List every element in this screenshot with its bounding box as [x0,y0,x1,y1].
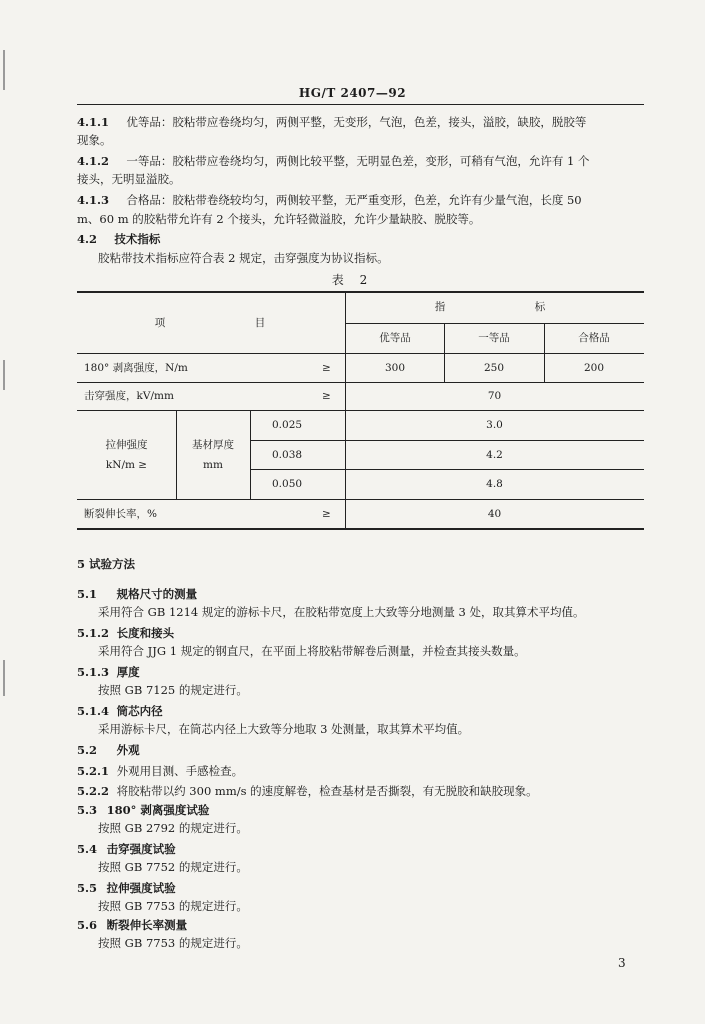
clause-text: 按照 GB 7753 的规定进行。 [98,899,248,913]
sub-label-thickness: 基材厚度 [192,439,234,451]
row-label-tensile: 拉伸强度 [105,439,148,451]
clause-number: 5.2.1 [77,764,110,778]
ge-symbol: ≥ [322,362,331,374]
scan-edge-mark [3,50,5,90]
thickness-value: 0.050 [272,478,303,490]
row-label-peel: 180° 剥离强度，N/m [84,362,188,374]
clause-title: 180° 剥离强度试验 [106,803,210,817]
clause-5-3 [77,802,209,818]
row-label-breakdown: 击穿强度，kV/mm [84,390,174,402]
clause-text: 优等品：胶粘带应卷绕均匀，两侧平整，无变形，气泡，色差，接头，溢胶，缺胶，脱胶等 [126,115,587,129]
clause-text: 按照 GB 7125 的规定进行。 [98,683,248,697]
clause-number: 5.2.2 [77,784,110,798]
clause-text: 采用游标卡尺，在筒芯内径上大致等分地取 3 处测量，取其算术平均值。 [98,722,470,736]
clause-number: 5.4 [77,842,98,856]
clause-text: 采用符合 GB 1214 规定的游标卡尺，在胶粘带宽度上大致等分地测量 3 处，取其算术平均值。 [98,605,585,619]
standard-code-header: HG/T 2407—92 [298,86,407,100]
clause-text: 采用符合 JJG 1 规定的钢直尺，在平面上将胶粘带解卷后测量，并检查其接头数量。 [98,644,526,658]
page-number: 3 [618,956,626,970]
clause-5-2 [77,742,140,758]
clause-text: 按照 GB 2792 的规定进行。 [98,821,248,835]
cell-breakdown: 70 [487,390,502,402]
clause-title: 长度和接头 [116,626,175,640]
clause-5-4 [77,841,176,857]
clause-5-2-1 [77,763,243,779]
header-grade-1: 优等品 [379,332,411,344]
clause-4-2 [77,231,160,247]
header-index: 标 [534,301,546,313]
clause-number: 5.3 [77,803,98,817]
header-rule [77,104,644,105]
clause-number: 5.1.2 [77,626,110,640]
clause-5-1 [77,586,197,602]
header-item: 目 [254,317,266,329]
clause-title: 拉伸强度试验 [106,881,176,895]
clause-title: 断裂伸长率测量 [106,918,188,932]
header-index: 指 [434,301,446,313]
clause-5-6 [77,917,187,933]
thickness-value: 0.038 [272,449,303,461]
header-grade-2: 一等品 [478,332,510,344]
cell-tensile-value: 4.8 [486,478,503,490]
clause-title: 厚度 [116,665,140,679]
clause-4-1-3 [77,192,582,208]
clause-text: 合格品：胶粘带卷绕较均匀，两侧较平整，无严重变形，色差，允许有少量气泡，长度 50 [126,193,582,207]
scan-edge-mark [3,360,5,390]
clause-number: 5.6 [77,918,98,932]
clause-4-1-1 [77,114,586,130]
section-5-title: 5 试验方法 [77,557,136,571]
ge-symbol: ≥ [322,508,331,520]
thickness-value: 0.025 [272,419,303,431]
row-label-elongation: 断裂伸长率，% [84,508,157,520]
clause-text: 将胶粘带以约 300 mm/s 的速度解卷，检查基材是否撕裂，有无脱胶和缺胶现象。 [116,784,538,798]
clause-title: 规格尺寸的测量 [116,587,198,601]
clause-text-cont: 现象。 [77,133,112,147]
clause-text: 外观用目测、手感检查。 [116,764,244,778]
row-label-tensile-unit: kN/m ≥ [105,459,148,471]
header-grade-3: 合格品 [578,332,610,344]
clause-text-cont: m、60 m 的胶粘带允许有 2 个接头，允许轻微溢胶，允许少量缺胶、脱胶等。 [77,212,481,226]
clause-number: 4.1.1 [77,115,110,129]
clause-5-2-2 [77,783,538,799]
clause-5-5 [77,880,176,896]
cell-tensile-value: 3.0 [486,419,503,431]
clause-title: 技术指标 [114,232,161,246]
clause-5-1-3 [77,664,140,680]
clause-number: 4.2 [77,232,98,246]
cell-peel-grade-2: 250 [483,362,505,374]
clause-number: 5.1 [77,587,98,601]
clause-number: 5.5 [77,881,98,895]
clause-number: 5.1.4 [77,704,110,718]
clause-number: 5.1.3 [77,665,110,679]
clause-number: 4.1.2 [77,154,110,168]
clause-number: 5.2 [77,743,98,757]
clause-4-1-2 [77,153,589,169]
sub-label-thickness-unit: mm [203,459,223,471]
clause-5-1-4 [77,703,163,719]
cell-peel-grade-3: 200 [583,362,605,374]
clause-title: 筒芯内径 [116,704,163,718]
clause-text: 一等品：胶粘带应卷绕均匀，两侧比较平整，无明显色差，变形，可稍有气泡，允许有 1 个 [126,154,590,168]
header-item: 项 [154,317,166,329]
scan-edge-mark [3,660,5,696]
cell-peel-grade-1: 300 [384,362,406,374]
cell-tensile-value: 4.2 [486,449,503,461]
ge-symbol: ≥ [322,390,331,402]
cell-elongation: 40 [487,508,502,520]
clause-text: 按照 GB 7753 的规定进行。 [98,936,248,950]
clause-5-1-2 [77,625,174,641]
clause-text-cont: 接头，无明显溢胶。 [77,172,181,186]
table-caption: 表 2 [331,273,374,287]
clause-title: 击穿强度试验 [106,842,176,856]
clause-text: 按照 GB 7752 的规定进行。 [98,860,248,874]
clause-number: 4.1.3 [77,193,110,207]
clause-title: 外观 [116,743,140,757]
clause-text: 胶粘带技术指标应符合表 2 规定，击穿强度为协议指标。 [98,251,389,265]
